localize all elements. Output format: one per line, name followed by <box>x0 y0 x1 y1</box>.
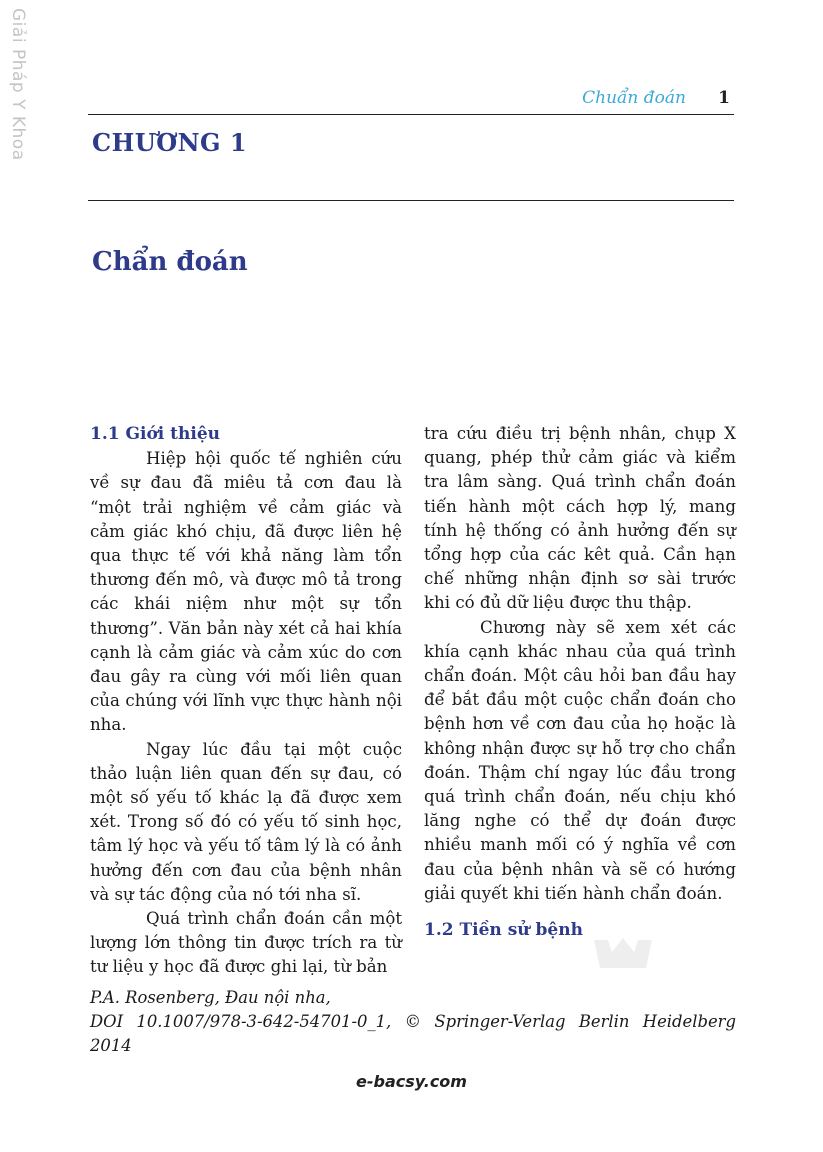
side-watermark <box>6 8 32 161</box>
running-head-title: Chuẩn đoán <box>582 88 686 108</box>
page-number: 1 <box>718 88 730 108</box>
faint-watermark-stamp-icon <box>586 932 660 974</box>
running-head <box>88 88 734 115</box>
section-heading-history: 1.2 Tiền sử bệnh <box>424 920 583 941</box>
paragraph: Quá trình chẩn đoán cần một lượng lớn thông tin được trích ra từ tư liệu y học đã được ghi lại, từ bản <box>90 909 402 977</box>
citation-line: P.A. Rosenberg, Đau nội nha, <box>90 988 331 1007</box>
citation <box>90 986 736 1058</box>
paragraph: Ngay lúc đầu tại một cuộc thảo luận liên quan đến sự đau, có một số yếu tố khác lạ đã được xem xét. Trong số đó có yếu tố sinh học, tâm lý học và yếu tố tâm lý là có ảnh hưởng đến cơn đau của bệnh nhân và sự tác động của nó tới nha sĩ. <box>90 739 402 904</box>
side-watermark-text: Giải Pháp Y Khoa <box>8 8 28 161</box>
paragraph: Hiệp hội quốc tế nghiên cứu về sự đau đã miêu tả cơn đau là “một trải nghiệm về cảm giác và cảm giác khó chịu, đã được liên hệ qua thực tế với khả năng làm tổn thương đến mô, và được mô tả trong các khái niệm như một sự tổn thương”. Văn bản này xét cả hai khía cạnh là cảm giác và cảm xúc do cơn đau gây ra cùng với mối liên quan của chúng với lĩnh vực thực hành nội nha. <box>90 449 402 735</box>
right-column <box>424 422 736 942</box>
chapter-divider <box>88 200 734 201</box>
footer-site-name: e-bacsy.com <box>356 1072 467 1091</box>
left-column <box>90 422 402 980</box>
paragraph: Chương này sẽ xem xét các khía cạnh khác nhau của quá trình chẩn đoán. Một câu hỏi ban đầu hay để bắt đầu một cuộc chẩn đoán cho bệnh hơn về cơn đau của họ hoặc là không nhận được sự hỗ trợ cho chẩn đoán. Thậm chí ngay lúc đầu trong quá trình chẩn đoán, nếu chịu khó lăng nghe có thể dự đoán được nhiều manh mối có ý nghĩa về cơn đau của bệnh nhân và sẽ có hướng giải quyết khi tiến hành chẩn đoán. <box>424 617 736 903</box>
paragraph: tra cứu điều trị bệnh nhân, chụp X quang, phép thử cảm giác và kiểm tra lâm sàng. Quá trình chẩn đoán tiến hành một cách hợp lý, mang tính hệ thống có ảnh hưởng đến sự tổng hợp của các kêt quả. Cần hạn chế những nhận định sơ sài trước khi có đủ dữ liệu được thu thập. <box>424 424 736 613</box>
section-heading-intro: 1.1 Giới thiệu <box>90 424 221 444</box>
citation-line: 2014 <box>90 1036 132 1055</box>
chapter-title: Chẩn đoán <box>92 247 248 277</box>
chapter-label: CHƯƠNG 1 <box>92 128 248 157</box>
citation-line: DOI 10.1007/978-3-642-54701-0_1, © Springer-Verlag Berlin Heidelberg <box>90 1012 736 1031</box>
